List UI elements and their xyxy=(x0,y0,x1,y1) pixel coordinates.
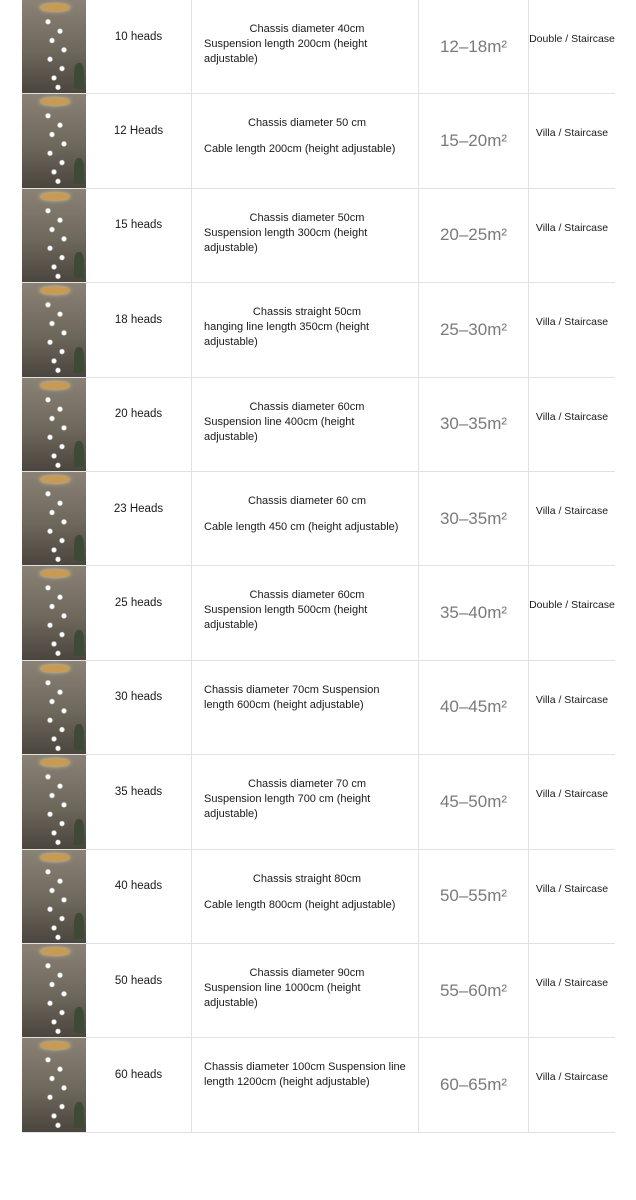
spec-description xyxy=(192,944,419,1037)
chandelier-photo xyxy=(22,661,86,754)
spec-line: Suspension length 300cm (height adjustable) xyxy=(204,226,368,254)
spec-description xyxy=(192,661,419,754)
usage-location: Double / Staircase xyxy=(529,33,615,45)
spec-line: Chassis diameter 70cm Suspension length 600cm (height adjustable) xyxy=(204,683,380,711)
table-row xyxy=(22,566,615,660)
spec-description xyxy=(192,378,419,471)
plant-decoration xyxy=(74,1102,84,1128)
pendant-bulbs xyxy=(36,958,76,1036)
pendant-bulbs xyxy=(36,580,76,658)
chandelier-photo xyxy=(22,0,86,93)
pendant-bulbs xyxy=(36,675,76,753)
usage-location: Villa / Staircase xyxy=(535,316,609,329)
usage-location: Villa / Staircase xyxy=(535,976,609,989)
area-range: 55–60m² xyxy=(419,944,529,1037)
pendant-bulbs xyxy=(36,108,76,186)
area-range: 35–40m² xyxy=(419,566,529,659)
ceiling-plate xyxy=(40,193,70,200)
head-count: 60 heads xyxy=(86,1038,192,1131)
spec-line: Chassis diameter 60cm xyxy=(249,400,365,413)
head-count: 12 Heads xyxy=(86,94,192,187)
plant-decoration xyxy=(74,630,84,656)
ceiling-plate xyxy=(40,759,70,766)
ceiling-plate xyxy=(40,948,70,955)
area-range: 12–18m² xyxy=(419,0,529,93)
table-row xyxy=(22,189,615,283)
head-count: 25 heads xyxy=(86,566,192,659)
usage-location: Villa / Staircase xyxy=(535,410,609,423)
spec-line: Suspension length 500cm (height adjustable) xyxy=(204,604,368,632)
plant-decoration xyxy=(74,158,84,184)
spec-line: Suspension length 200cm (height adjustable) xyxy=(204,38,368,65)
table-row xyxy=(22,94,615,188)
chandelier-photo xyxy=(22,566,86,659)
usage-location: Villa / Staircase xyxy=(535,693,609,706)
spec-description xyxy=(192,189,419,282)
chandelier-photo xyxy=(22,94,86,187)
head-count: 10 heads xyxy=(86,0,192,93)
head-count: 35 heads xyxy=(86,755,192,848)
spec-description xyxy=(192,94,419,187)
spec-line: Chassis straight 80cm xyxy=(252,872,362,885)
usage-location: Villa / Staircase xyxy=(535,504,609,517)
pendant-bulbs xyxy=(36,14,76,92)
spec-line: Suspension line 400cm (height adjustable) xyxy=(204,415,355,443)
chandelier-photo xyxy=(22,1038,86,1131)
spec-spacer xyxy=(204,887,410,898)
plant-decoration xyxy=(74,252,84,278)
spec-line: Chassis diameter 100cm Suspension line length 1200cm (height adjustable) xyxy=(204,1061,406,1089)
area-range: 50–55m² xyxy=(419,850,529,943)
pendant-bulbs xyxy=(36,297,76,375)
plant-decoration xyxy=(74,913,84,939)
ceiling-plate xyxy=(40,382,70,389)
table-row xyxy=(22,755,615,849)
head-count: 50 heads xyxy=(86,944,192,1037)
spec-line: Chassis diameter 90cm xyxy=(249,966,365,979)
ceiling-plate xyxy=(40,665,70,672)
pendant-bulbs xyxy=(36,203,76,281)
table-row xyxy=(22,1038,615,1132)
usage-location: Villa / Staircase xyxy=(535,1071,609,1084)
head-count: 40 heads xyxy=(86,850,192,943)
ceiling-plate xyxy=(40,1042,70,1049)
spec-line: Chassis diameter 70 cm xyxy=(248,778,366,791)
spec-line: Chassis diameter 60 cm xyxy=(248,494,366,507)
area-range: 30–35m² xyxy=(419,472,529,565)
ceiling-plate xyxy=(40,98,70,105)
area-range: 25–30m² xyxy=(419,283,529,376)
pendant-bulbs xyxy=(36,392,76,470)
area-range: 60–65m² xyxy=(419,1038,529,1131)
head-count: 15 heads xyxy=(86,189,192,282)
pendant-bulbs xyxy=(36,1052,76,1130)
spec-line: Suspension length 700 cm (height adjustable) xyxy=(204,793,371,821)
head-count: 20 heads xyxy=(86,378,192,471)
spec-description xyxy=(192,0,419,93)
ceiling-plate xyxy=(40,4,70,11)
spec-line: Chassis straight 50cm xyxy=(252,306,362,319)
spec-line: hanging line length 350cm (height adjustable) xyxy=(204,321,370,349)
head-count: 23 Heads xyxy=(86,472,192,565)
pendant-bulbs xyxy=(36,864,76,942)
usage-location: Villa / Staircase xyxy=(535,127,609,140)
area-range: 40–45m² xyxy=(419,661,529,754)
plant-decoration xyxy=(74,347,84,373)
pendant-bulbs xyxy=(36,486,76,564)
usage-location: Double / Staircase xyxy=(529,599,615,612)
spec-line: Chassis diameter 60cm xyxy=(249,589,365,602)
chandelier-photo xyxy=(22,944,86,1037)
chandelier-photo xyxy=(22,755,86,848)
spec-description xyxy=(192,1038,419,1131)
spec-line: Cable length 200cm (height adjustable) xyxy=(204,143,396,156)
table-row xyxy=(22,472,615,566)
chandelier-photo xyxy=(22,189,86,282)
plant-decoration xyxy=(74,1007,84,1033)
spec-spacer xyxy=(204,131,410,142)
area-range: 15–20m² xyxy=(419,94,529,187)
plant-decoration xyxy=(74,819,84,845)
usage-location: Villa / Staircase xyxy=(535,788,609,801)
spec-description xyxy=(192,566,419,659)
table-row xyxy=(22,661,615,755)
usage-location: Villa / Staircase xyxy=(535,221,609,234)
table-row xyxy=(22,378,615,472)
head-count: 18 heads xyxy=(86,283,192,376)
plant-decoration xyxy=(74,535,84,561)
chandelier-photo xyxy=(22,378,86,471)
plant-decoration xyxy=(74,63,84,89)
spec-description xyxy=(192,850,419,943)
chandelier-photo xyxy=(22,850,86,943)
chandelier-photo xyxy=(22,472,86,565)
area-range: 45–50m² xyxy=(419,755,529,848)
table-row xyxy=(22,0,615,94)
usage-location: Villa / Staircase xyxy=(535,882,609,895)
plant-decoration xyxy=(74,441,84,467)
plant-decoration xyxy=(74,724,84,750)
table-row xyxy=(22,283,615,377)
ceiling-plate xyxy=(40,287,70,294)
pendant-bulbs xyxy=(36,769,76,847)
area-range: 30–35m² xyxy=(419,378,529,471)
spec-line: Suspension line 1000cm (height adjustable) xyxy=(204,981,361,1009)
ceiling-plate xyxy=(40,476,70,483)
spec-line: Chassis diameter 40cm xyxy=(249,23,365,35)
spec-line: Chassis diameter 50cm xyxy=(249,211,365,224)
spec-description xyxy=(192,755,419,848)
table-row xyxy=(22,850,615,944)
area-range: 20–25m² xyxy=(419,189,529,282)
ceiling-plate xyxy=(40,854,70,861)
table-row xyxy=(22,944,615,1038)
spec-line: Cable length 450 cm (height adjustable) xyxy=(204,520,399,533)
spec-table xyxy=(22,0,615,1133)
spec-description xyxy=(192,283,419,376)
head-count: 30 heads xyxy=(86,661,192,754)
ceiling-plate xyxy=(40,570,70,577)
spec-line: Chassis diameter 50 cm xyxy=(248,117,366,130)
spec-spacer xyxy=(204,509,410,520)
chandelier-photo xyxy=(22,283,86,376)
spec-line: Cable length 800cm (height adjustable) xyxy=(204,898,396,911)
spec-description xyxy=(192,472,419,565)
